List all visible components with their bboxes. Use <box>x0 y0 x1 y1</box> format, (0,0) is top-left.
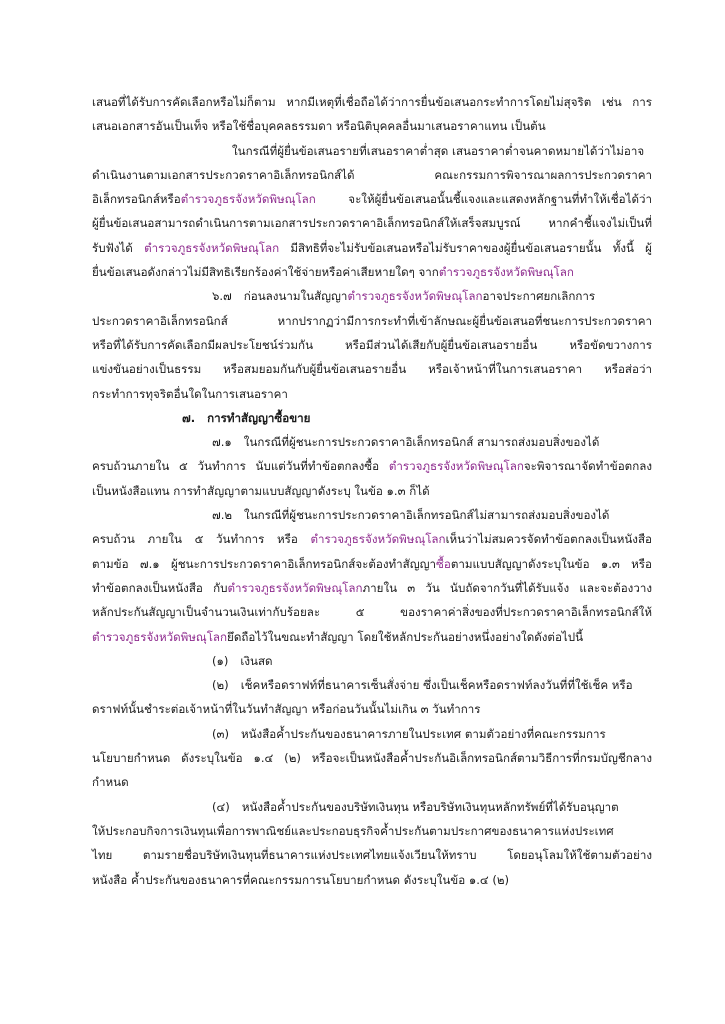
text-segment: นโยบายกำหนด ดังระบุในข้อ ๑.๔ (๒) หรือจะเป็นหนังสือค้ำประกันอิเล็กทรอนิกส์ตามวิธีการที่กรมบัญชีกลาง <box>92 751 652 766</box>
text-segment: ผู้ยื่นข้อเสนอสามารถดำเนินการตามเอกสารประกวดราคาอิเล็กทรอนิกส์ให้เสร็จสมบูรณ์ หากคำชี้แจงไม่เป็นที่ <box>92 216 652 231</box>
highlighted-term: ตำรวจภูธรจังหวัดพิษณุโลก <box>92 629 228 644</box>
text-segment: ตามข้อ ๗.๑ ผู้ชนะการประกวดราคาอิเล็กทรอนิกส์จะต้องทำสัญญา <box>92 556 436 571</box>
text-segment: ๗.๑ <box>212 435 232 450</box>
text-segment: หลักประกันสัญญาเป็นจำนวนเงินเท่ากับร้อยละ ๕ ของราคาค่าสิ่งของที่ประกวดราคาอิเล็กทรอนิกส์ให้ <box>92 605 652 620</box>
text-segment: เสนอที่ได้รับการคัดเลือกหรือไม่ก็ตาม หากมีเหตุที่เชื่อถือได้ว่าการยื่นข้อเสนอกระทำการโดยไม่สุจริต เช่น การ <box>92 95 652 109</box>
text-segment: อิเล็กทรอนิกส์หรือ <box>92 192 181 207</box>
text-segment: ๗. <box>182 410 196 425</box>
text-segment: หนังสือค้ำประกันของธนาคารภายในประเทศ ตามตัวอย่างที่คณะกรรมการ <box>240 726 606 741</box>
text-line <box>92 625 652 649</box>
highlighted-term: ตำรวจภูธรจังหวัดพิษณุโลก <box>144 240 280 255</box>
text-line <box>92 260 652 284</box>
text-segment: (๒) <box>212 678 229 693</box>
text-segment: ในกรณีที่ผู้ชนะการประกวดราคาอิเล็กทรอนิกส์ไม่สามารถส่งมอบสิ่งของได้ <box>244 508 610 523</box>
highlighted-term: ตำรวจภูธรจังหวัดพิษณุโลก <box>227 580 363 595</box>
text-line <box>92 187 652 211</box>
text-segment: จะให้ผู้ยื่นข้อเสนอนั้นชี้แจงและแสดงหลักฐานที่ทำให้เชื่อได้ว่า <box>315 192 652 207</box>
text-segment: ๖.๗ <box>212 289 232 304</box>
text-line <box>92 503 652 527</box>
text-line <box>92 576 652 600</box>
text-line <box>92 722 652 746</box>
section-heading <box>92 406 652 430</box>
text-line <box>92 333 652 357</box>
text-segment: แข่งขันอย่างเป็นธรรม หรือสมยอมกันกับผู้ยื่นข้อเสนอรายอื่น หรือเจ้าหน้าที่ในการเสนอราคา หรือส่อว่า <box>92 362 652 377</box>
text-segment: (๑) <box>212 653 229 668</box>
text-segment: เงินสด <box>240 653 273 668</box>
text-segment: ก่อนลงนามในสัญญา <box>243 289 348 304</box>
text-segment: กำหนด <box>92 775 129 790</box>
text-line <box>92 309 652 333</box>
text-segment: ประกวดราคาอิเล็กทรอนิกส์ หากปรากฏว่ามีการกระทำที่เข้าลักษณะผู้ยื่นข้อเสนอที่ชนะการประกวดราคา <box>92 313 652 328</box>
text-segment: อาจประกาศยกเลิกการ <box>482 289 596 304</box>
text-segment: ดำเนินงานตามเอกสารประกวดราคาอิเล็กทรอนิกส์ได้ คณะกรรมการพิจารณาผลการประกวดราคา <box>92 167 652 182</box>
text-segment: ในกรณีที่ผู้ชนะการประกวดราคาอิเล็กทรอนิกส์ สามารถส่งมอบสิ่งของได้ <box>243 435 600 450</box>
text-line <box>92 819 652 843</box>
text-line <box>92 770 652 794</box>
text-segment: หรือที่ได้รับการคัดเลือกมีผลประโยชน์ร่วมกัน หรือมีส่วนได้เสียกับผู้ยื่นข้อเสนอรายอื่น หรือขัดขวางการ <box>92 337 652 352</box>
text-line <box>92 746 652 770</box>
text-segment: ครบถ้วนภายใน ๕ วันทำการ นับแต่วันที่ทำข้อตกลงซื้อ <box>92 459 389 474</box>
text-segment: ยื่นข้อเสนอดังกล่าวไม่มีสิทธิเรียกร้องค่าใช้จ่ายหรือค่าเสียหายใดๆ จาก <box>92 265 439 280</box>
text-line <box>92 527 652 551</box>
highlighted-term: ตำรวจภูธรจังหวัดพิษณุโลก <box>347 289 483 304</box>
text-segment: ภายใน ๓ วัน นับถัดจากวันที่ได้รับแจ้ง และจะต้องวาง <box>362 580 653 595</box>
document-body <box>92 90 652 892</box>
text-line <box>92 357 652 381</box>
text-segment: ตามแบบสัญญาดังระบุในข้อ ๑.๓ หรือ <box>450 556 652 571</box>
text-line <box>92 454 652 478</box>
text-line <box>92 673 652 697</box>
text-line <box>92 382 652 406</box>
text-segment: หนังสือ ค้ำประกันของธนาคารที่คณะกรรมการนโยบายกำหนด ดังระบุในข้อ ๑.๔ (๒) <box>92 872 510 887</box>
text-segment: เสนอเอกสารอันเป็นเท็จ หรือใช้ชื่อบุคคลธรรมดา หรือนิติบุคคลอื่นมาเสนอราคาแทน เป็นต้น <box>92 119 546 134</box>
highlighted-term: ตำรวจภูธรจังหวัดพิษณุโลก <box>310 532 446 547</box>
text-segment: ยึดถือไว้ในขณะทำสัญญา โดยใช้หลักประกันอย่างหนึ่งอย่างใดดังต่อไปนี้ <box>227 629 584 644</box>
text-line <box>92 211 652 235</box>
text-segment: การทำสัญญาซื้อขาย <box>207 410 311 425</box>
text-line <box>92 114 652 138</box>
highlighted-term: ตำรวจภูธรจังหวัดพิษณุโลก <box>180 192 316 207</box>
text-line <box>92 236 652 260</box>
text-segment: ไทย ตามรายชื่อบริษัทเงินทุนที่ธนาคารแห่งประเทศไทยแจ้งเวียนให้ทราบ โดยอนุโลมให้ใช้ตามตัวอย่าง <box>92 848 652 863</box>
text-segment: ครบถ้วน ภายใน ๕ วันทำการ หรือ <box>92 532 311 547</box>
highlighted-term: ซื้อ <box>436 556 451 571</box>
text-segment: (๓) <box>212 726 229 741</box>
text-segment: เห็นว่าไม่สมควรจัดทำข้อตกลงเป็นหนังสือ <box>445 532 652 547</box>
text-line <box>92 430 652 454</box>
text-segment: จะพิจารณาจัดทำข้อตกลง <box>523 459 652 474</box>
text-line <box>92 868 652 892</box>
text-segment: (๔) <box>212 799 230 814</box>
text-segment: ๗.๒ <box>212 508 233 523</box>
text-segment: กระทำการทุจริตอื่นใดในการเสนอราคา <box>92 386 288 401</box>
text-segment: เป็นหนังสือแทน การทำสัญญาตามแบบสัญญาดังระบุ ในข้อ ๑.๓ ก็ได้ <box>92 483 430 498</box>
text-line <box>92 843 652 867</box>
highlighted-term: ตำรวจภูธรจังหวัดพิษณุโลก <box>388 459 524 474</box>
text-segment: ดราฟท์นั้นชำระต่อเจ้าหน้าที่ในวันทำสัญญา หรือก่อนวันนั้นไม่เกิน ๓ วันทำการ <box>92 702 481 717</box>
text-line <box>92 697 652 721</box>
text-segment: เช็คหรือดราฟท์ที่ธนาคารเซ็นสั่งจ่าย ซึ่งเป็นเช็คหรือดราฟท์ลงวันที่ที่ใช้เช็ค หรือ <box>240 678 633 693</box>
text-segment: มีสิทธิที่จะไม่รับข้อเสนอหรือไม่รับราคาของผู้ยื่นข้อเสนอรายนั้น ทั้งนี้ ผู้ <box>279 240 652 255</box>
text-segment: หนังสือค้ำประกันของบริษัทเงินทุน หรือบริษัทเงินทุนหลักทรัพย์ที่ได้รับอนุญาต <box>241 799 619 814</box>
text-line <box>92 649 652 673</box>
text-segment: ในกรณีที่ผู้ยื่นข้อเสนอรายที่เสนอราคาต่ำสุด เสนอราคาต่ำจนคาดหมายได้ว่าไม่อาจ <box>232 143 645 158</box>
text-line <box>92 163 652 187</box>
text-line <box>92 600 652 624</box>
text-line <box>92 139 652 163</box>
highlighted-term: ตำรวจภูธรจังหวัดพิษณุโลก <box>438 265 574 280</box>
text-line <box>92 479 652 503</box>
text-line <box>92 795 652 819</box>
text-line <box>92 552 652 576</box>
text-segment: รับฟังได้ <box>92 240 145 255</box>
text-segment: ทำข้อตกลงเป็นหนังสือ กับ <box>92 580 228 595</box>
text-line <box>92 90 652 114</box>
text-segment: ให้ประกอบกิจการเงินทุนเพื่อการพาณิชย์และประกอบธุรกิจค้ำประกันตามประกาศของธนาคารแห่งประเทศ <box>92 823 614 838</box>
text-line <box>92 284 652 308</box>
